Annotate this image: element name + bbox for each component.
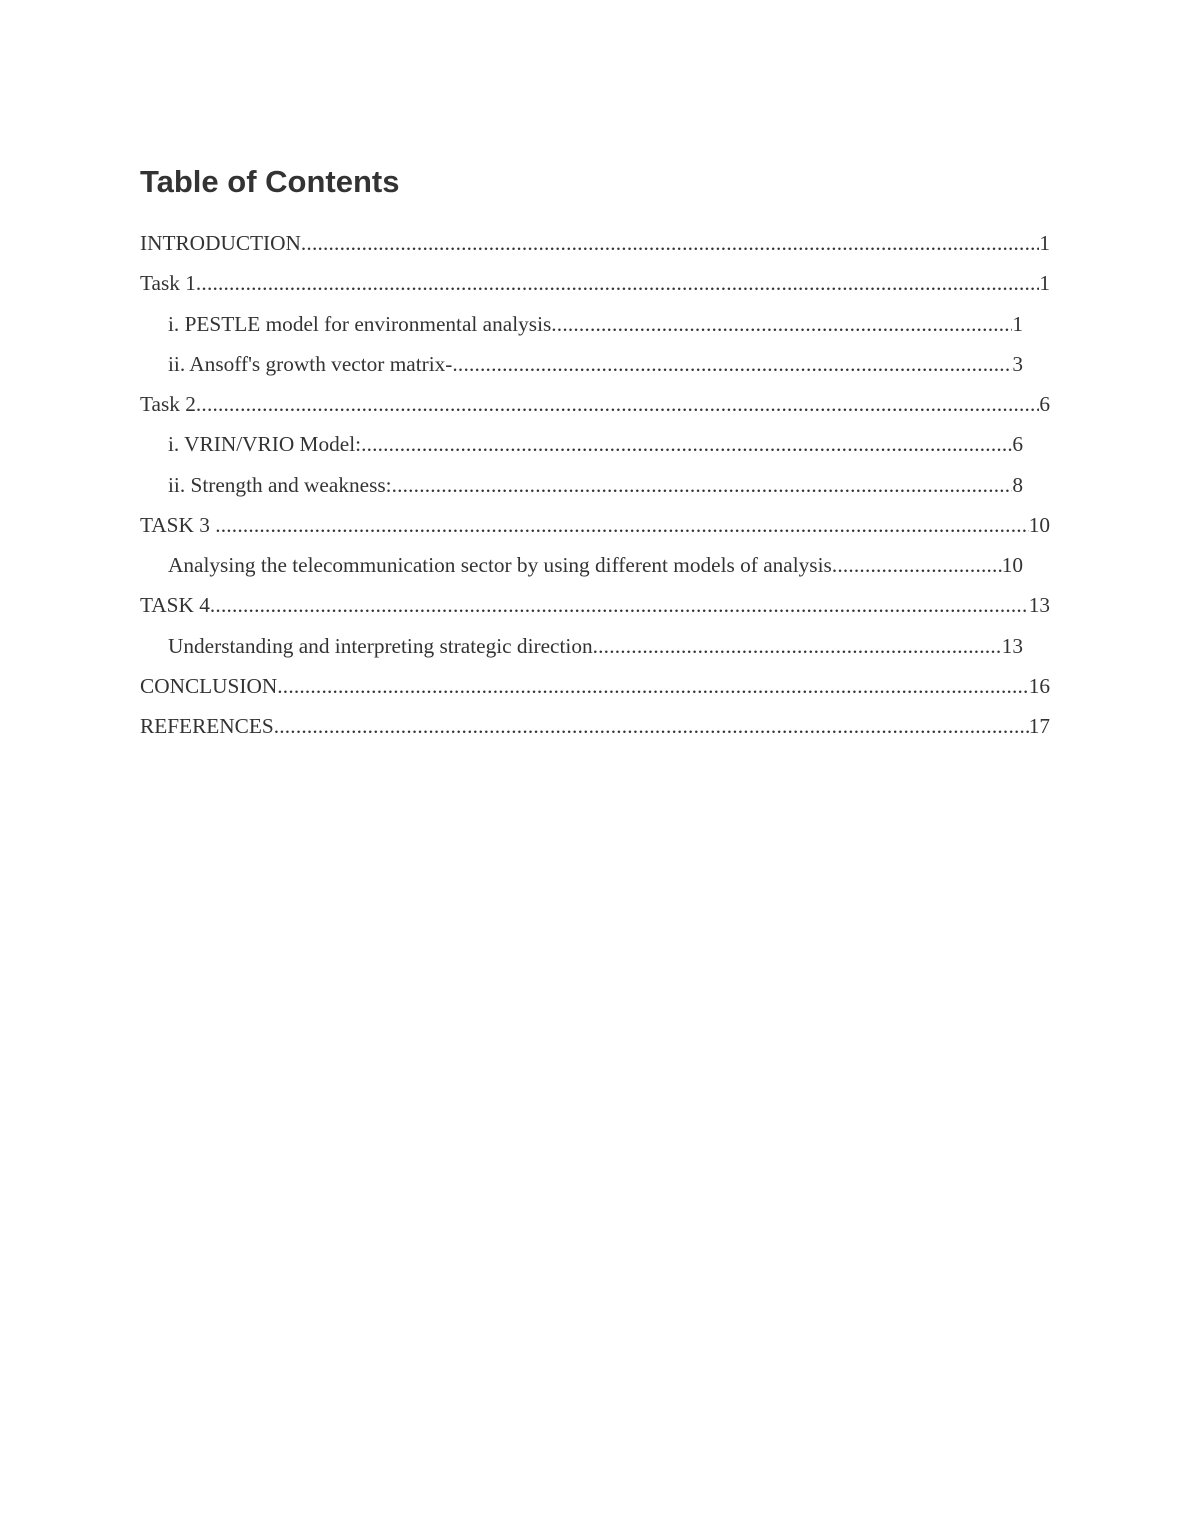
toc-entry[interactable]	[140, 671, 1050, 701]
toc-entry-page: 6	[1039, 392, 1050, 416]
toc-entry[interactable]	[140, 228, 1050, 258]
toc-dot-leader	[361, 429, 1012, 459]
toc-dot-leader	[210, 590, 1029, 620]
toc-entry-page: 1	[1039, 271, 1050, 295]
toc-entry-label: ii. Ansoff's growth vector matrix-	[168, 352, 453, 376]
toc-title: Table of Contents	[140, 164, 400, 199]
toc-entry[interactable]	[168, 550, 1023, 580]
toc-entry[interactable]	[168, 349, 1023, 379]
toc-entry-label: TASK 3	[140, 513, 216, 537]
toc-entry-page: 13	[1028, 593, 1050, 617]
toc-entry-page: 3	[1012, 352, 1023, 376]
toc-entry-label: Understanding and interpreting strategic direction	[168, 634, 593, 658]
toc-entry[interactable]	[168, 309, 1023, 339]
toc-entry-page: 6	[1012, 432, 1023, 456]
toc-entry-label: REFERENCES	[140, 714, 274, 738]
toc-entry[interactable]	[140, 268, 1050, 298]
toc-dot-leader	[593, 631, 1002, 661]
toc-entry-page: 10	[1001, 553, 1023, 577]
toc-dot-leader	[832, 550, 1002, 580]
toc-entry-page: 13	[1001, 634, 1023, 658]
toc-entry-page: 1	[1039, 231, 1050, 255]
toc-entry-label: Task 1	[140, 271, 196, 295]
toc-dot-leader	[196, 268, 1039, 298]
toc-entry-label: Task 2	[140, 392, 196, 416]
toc-entry-page: 10	[1028, 513, 1050, 537]
toc-entry[interactable]	[140, 389, 1050, 419]
toc-dot-leader	[277, 671, 1028, 701]
toc-entry[interactable]	[140, 510, 1050, 540]
toc-entry-label: TASK 4	[140, 593, 210, 617]
toc-entry-label: Analysing the telecommunication sector by using different models of analysis	[168, 553, 832, 577]
toc-entry[interactable]	[168, 631, 1023, 661]
toc-entry-page: 1	[1012, 312, 1023, 336]
toc-entry[interactable]	[140, 590, 1050, 620]
toc-entry-label: INTRODUCTION	[140, 231, 301, 255]
toc-entry-label: CONCLUSION	[140, 674, 278, 698]
toc-dot-leader	[215, 510, 1028, 540]
toc-entry[interactable]	[140, 711, 1050, 741]
toc-entry-label: i. VRIN/VRIO Model:	[168, 432, 362, 456]
toc-dot-leader	[196, 389, 1039, 419]
toc-entry[interactable]	[168, 429, 1023, 459]
toc-dot-leader	[301, 228, 1039, 258]
toc-dot-leader	[392, 470, 1013, 500]
toc-dot-leader	[452, 349, 1012, 379]
toc-entry-page: 8	[1012, 473, 1023, 497]
toc-entry-label: i. PESTLE model for environmental analysis	[168, 312, 552, 336]
toc-entry-page: 17	[1028, 714, 1050, 738]
toc-dot-leader	[274, 711, 1029, 741]
toc-entry[interactable]	[168, 470, 1023, 500]
toc-dot-leader	[551, 309, 1012, 339]
toc-entry-label: ii. Strength and weakness:	[168, 473, 392, 497]
toc-entry-page: 16	[1028, 674, 1050, 698]
